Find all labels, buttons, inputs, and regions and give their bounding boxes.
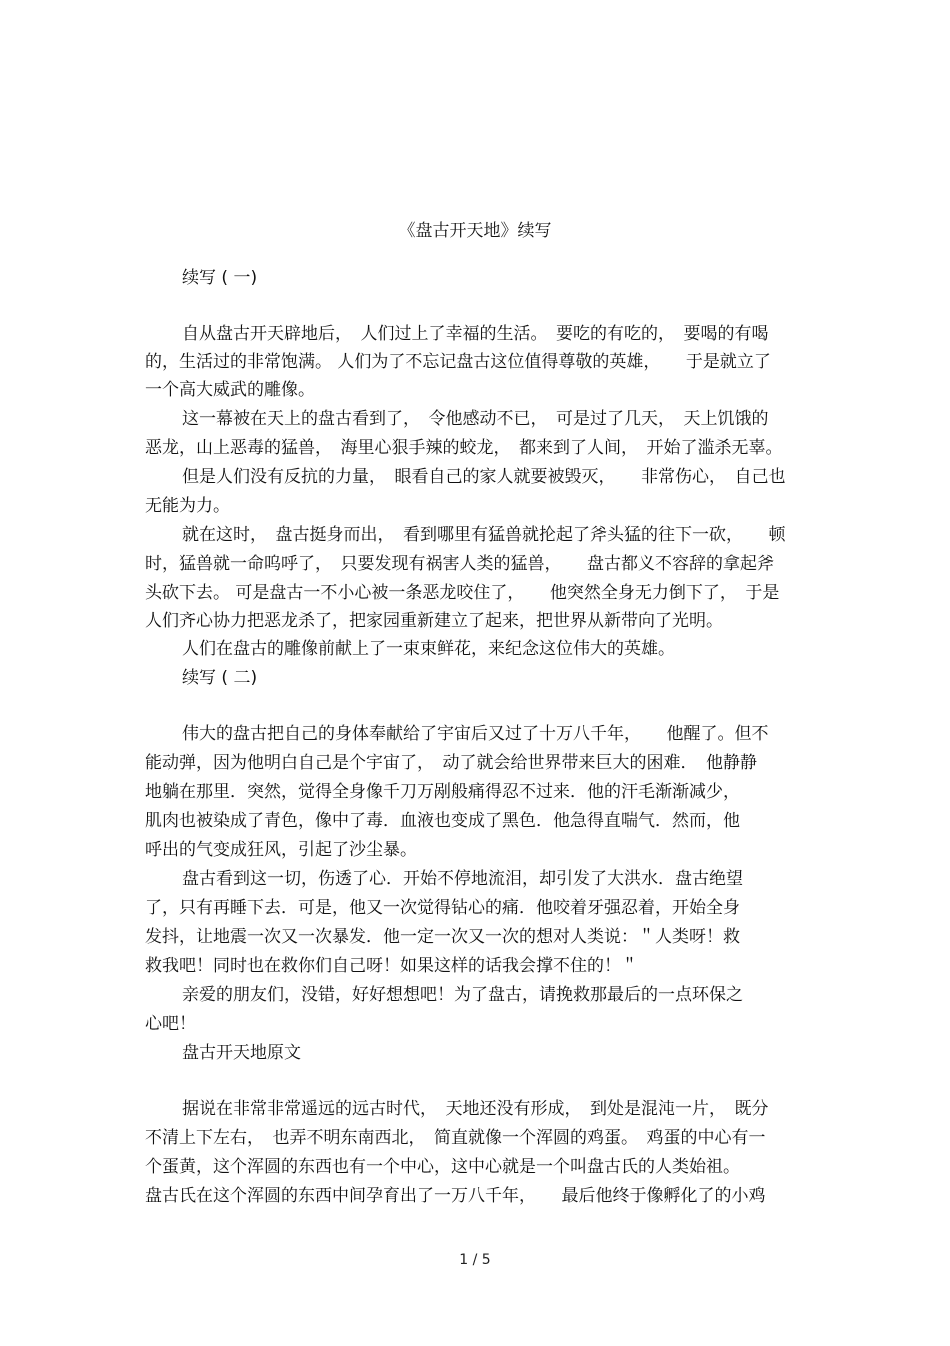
section-heading-3: 盘古开天地原文 [182,1043,301,1063]
paragraph-line: 无能为力。 [145,496,230,516]
paragraph-line: 据说在非常非常遥远的远古时代， 天地还没有形成， 到处是混沌一片， 既分 [182,1099,769,1119]
paragraph-line: 救我吧！同时也在救你们自己呀！如果这样的话我会撑不住的！＂ [145,956,638,976]
paragraph-line: 就在这时， 盘古挺身而出， 看到哪里有猛兽就抡起了斧头猛的往下一砍， 顿 [182,525,786,545]
paragraph-line: 个蛋黄，这个浑圆的东西也有一个中心，这中心就是一个叫盘古氏的人类始祖。 [145,1157,740,1177]
paragraph-line: 了，只有再睡下去．可是，他又一次觉得钻心的痛．他咬着牙强忍着，开始全身 [145,898,740,918]
paragraph-line: 能动弹，因为他明白自己是个宇宙了， 动了就会给世界带来巨大的困难． 他静静 [145,753,757,773]
paragraph-line: 亲爱的朋友们，没错，好好想想吧！为了盘古，请挽救那最后的一点环保之 [182,985,743,1005]
section-heading-2: 续写 ( 二) [182,668,258,688]
paragraph-line: 人们在盘古的雕像前献上了一束束鲜花，来纪念这位伟大的英雄。 [182,639,675,659]
paragraph-line: 发抖，让地震一次又一次暴发．他一定一次又一次的想对人类说：＂人类呀！救 [145,927,740,947]
paragraph-line: 盘古看到这一切，伤透了心．开始不停地流泪，却引发了大洪水．盘古绝望 [182,869,743,889]
paragraph-line: 但是人们没有反抗的力量， 眼看自己的家人就要被毁灭， 非常伤心， 自己也 [182,467,786,487]
paragraph-line: 地躺在那里．突然，觉得全身像千刀万剐般痛得忍不过来．他的汗毛渐渐减少， [145,782,740,802]
paragraph-line: 心吧！ [145,1014,196,1034]
paragraph-line: 头砍下去。 可是盘古一不小心被一条恶龙咬住了， 他突然全身无力倒下了， 于是 [145,583,780,603]
paragraph-line: 呼出的气变成狂风，引起了沙尘暴。 [145,840,417,860]
paragraph-line: 盘古氏在这个浑圆的东西中间孕育出了一万八千年， 最后他终于像孵化了的小鸡 [145,1186,766,1206]
paragraph-line: 自从盘古开天辟地后， 人们过上了幸福的生活。 要吃的有吃的， 要喝的有喝 [182,324,769,344]
paragraph-line: 不清上下左右， 也弄不明东南西北， 简直就像一个浑圆的鸡蛋。 鸡蛋的中心有一 [145,1128,766,1148]
paragraph-line: 一个高大威武的雕像。 [145,380,315,400]
paragraph-line: 肌肉也被染成了青色，像中了毒．血液也变成了黑色．他急得直喘气．然而，他 [145,811,740,831]
paragraph-line: 的，生活过的非常饱满。 人们为了不忘记盘古这位值得尊敬的英雄， 于是就立了 [145,352,771,372]
section-heading-1: 续写 ( 一) [182,268,258,288]
paragraph-line: 时，猛兽就一命呜呼了， 只要发现有祸害人类的猛兽， 盘古都义不容辞的拿起斧 [145,554,774,574]
paragraph-line: 恶龙，山上恶毒的猛兽， 海里心狠手辣的蛟龙， 都来到了人间， 开始了滥杀无辜。 [145,438,783,458]
paragraph-line: 这一幕被在天上的盘古看到了， 令他感动不已， 可是过了几天， 天上饥饿的 [182,409,769,429]
paragraph-line: 人们齐心协力把恶龙杀了，把家园重新建立了起来，把世界从新带向了光明。 [145,611,723,631]
document-title: 《盘古开天地》续写 [398,221,552,241]
paragraph-line: 伟大的盘古把自己的身体奉献给了宇宙后又过了十万八千年， 他醒了。但不 [182,724,769,744]
page-indicator: 1 / 5 [459,1252,491,1268]
